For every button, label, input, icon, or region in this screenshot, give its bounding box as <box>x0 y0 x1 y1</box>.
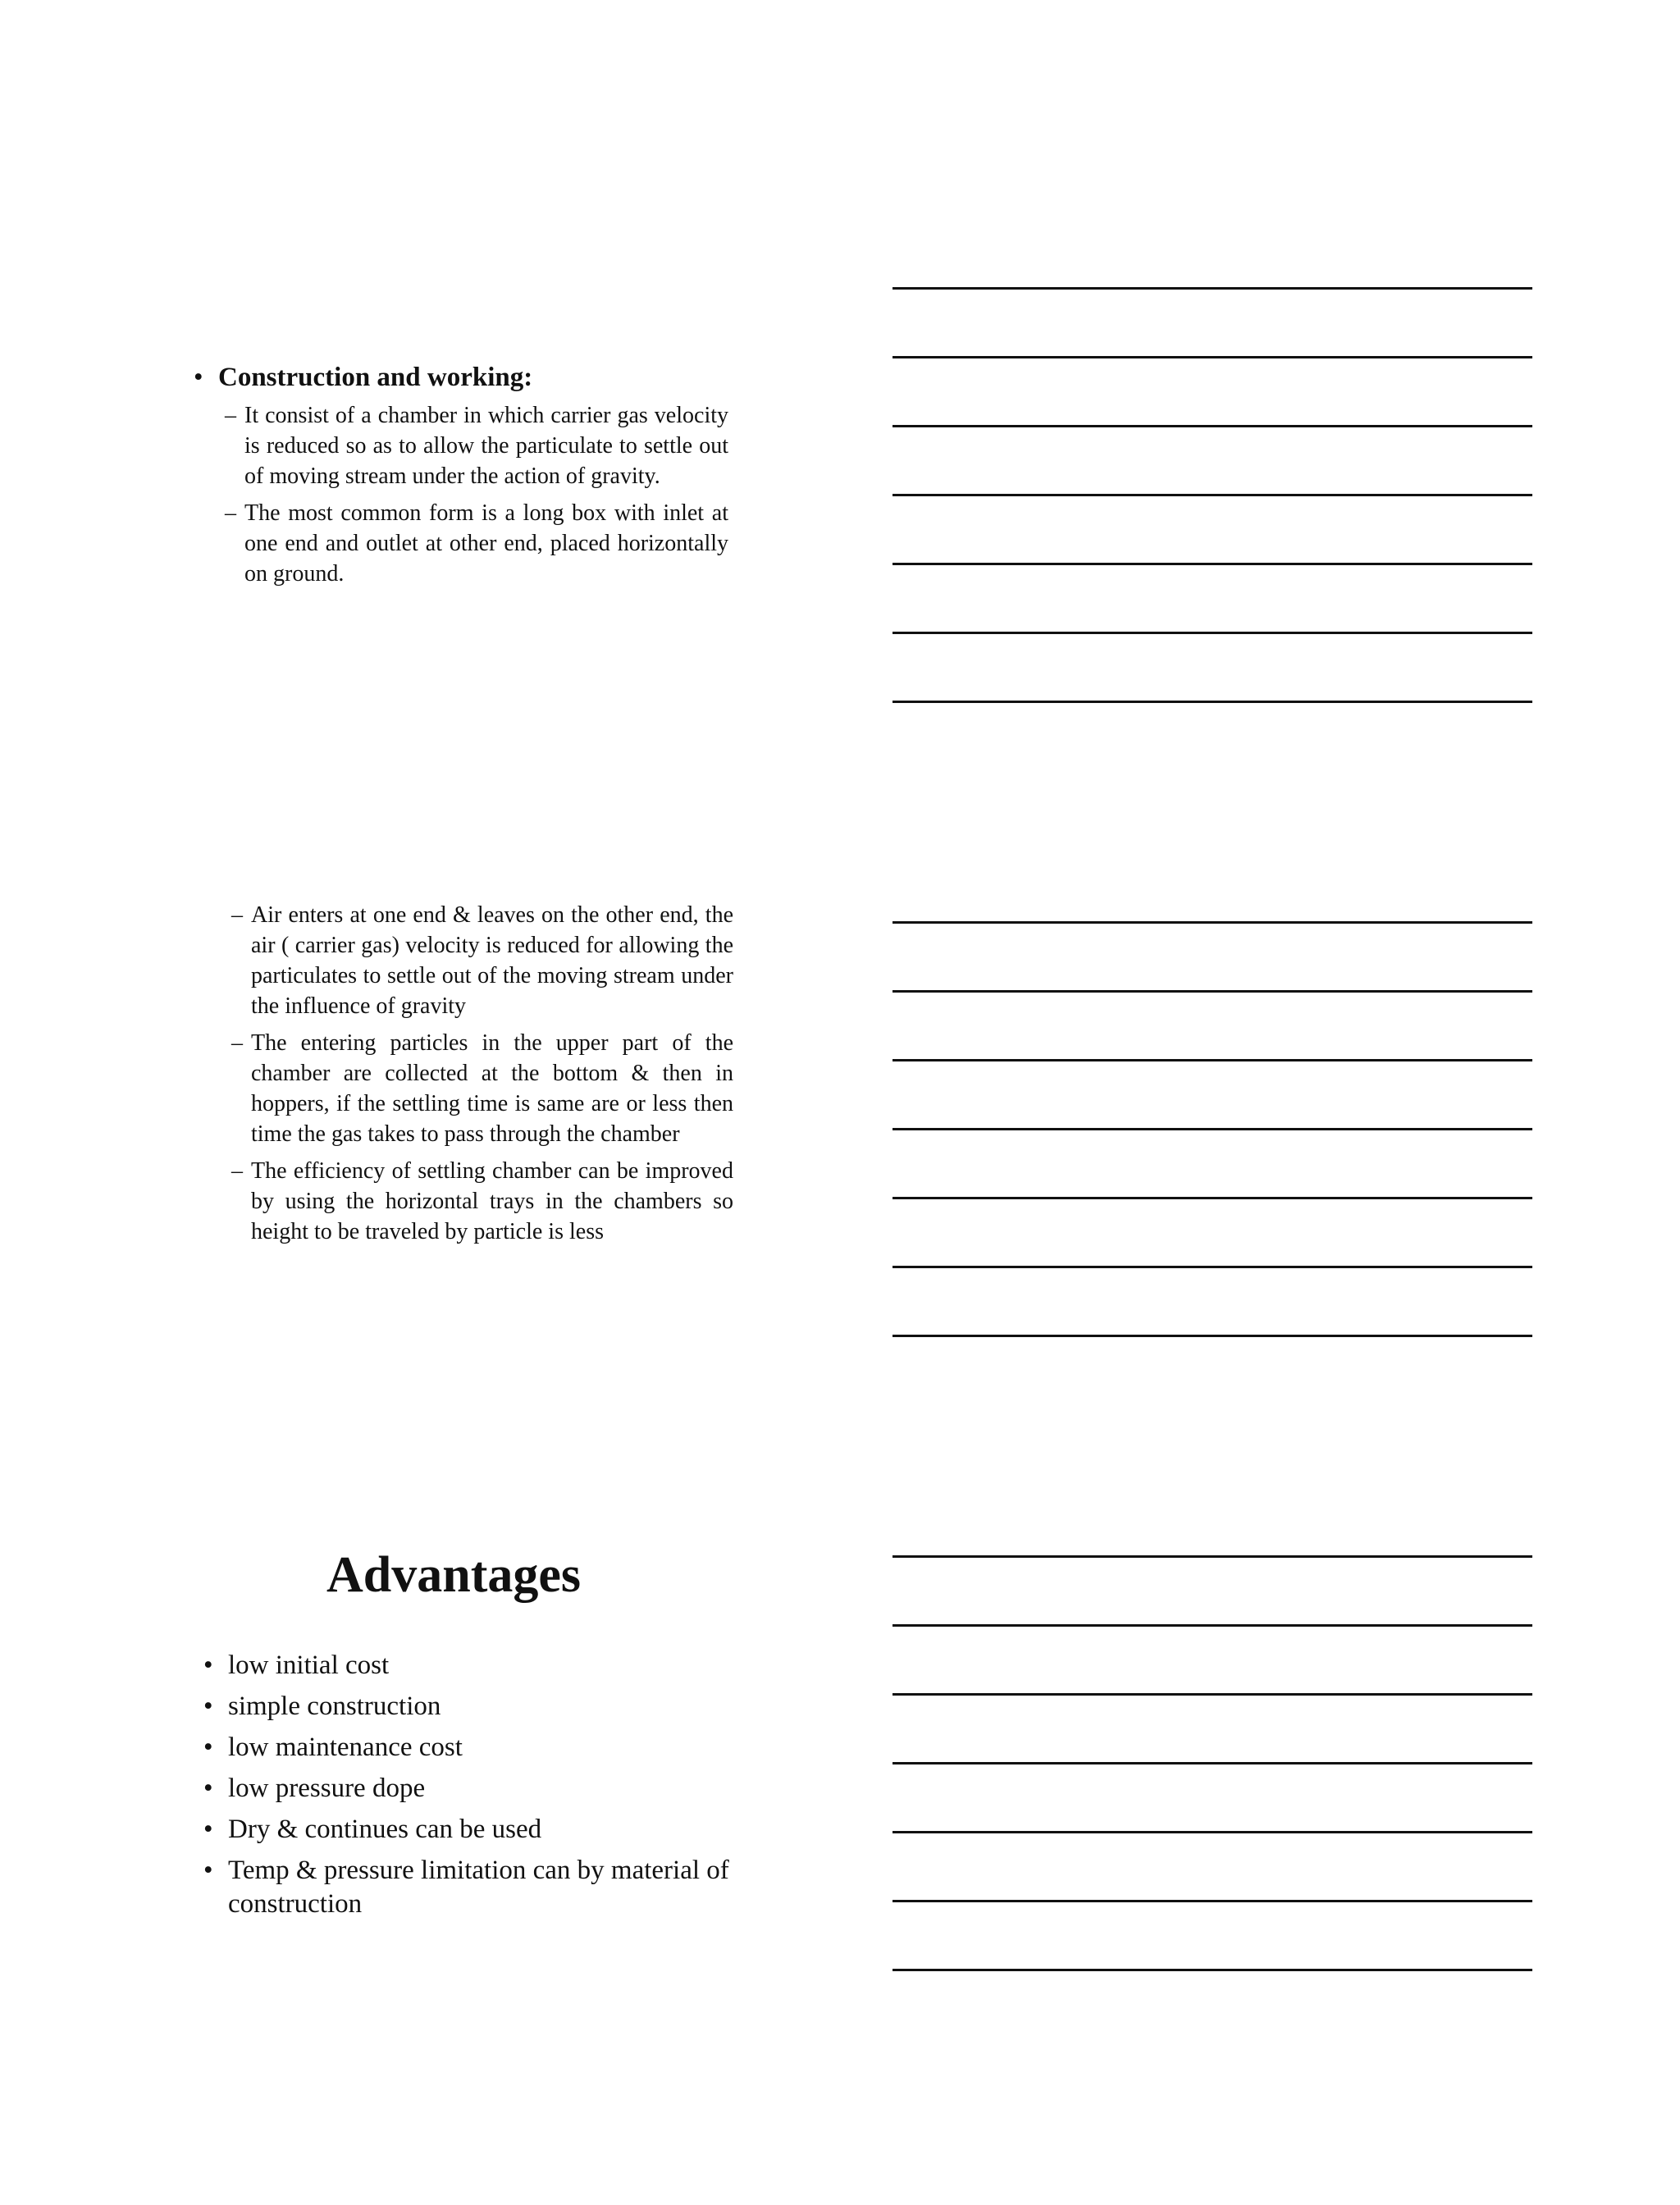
slide-heading: • Construction and working: <box>194 361 820 394</box>
list-item: • low maintenance cost <box>203 1731 761 1764</box>
dash-marker: – <box>231 1158 243 1184</box>
note-line <box>892 990 1532 993</box>
note-line <box>892 921 1532 924</box>
slide-construction-and-working <box>0 361 820 589</box>
sub-point <box>225 400 728 491</box>
note-line <box>892 563 1532 565</box>
note-line <box>892 701 1532 703</box>
sub-point <box>225 498 728 589</box>
sub-point-text: The most common form is a long box with inlet at one end and outlet at other end, placed horizontally on ground. <box>244 500 728 587</box>
note-line <box>892 1969 1532 1971</box>
note-line <box>892 425 1532 427</box>
dash-marker: – <box>225 500 236 526</box>
note-line <box>892 1624 1532 1627</box>
note-line <box>892 1128 1532 1130</box>
note-line <box>892 1059 1532 1061</box>
note-line <box>892 1555 1532 1558</box>
note-line <box>892 1831 1532 1833</box>
note-line <box>892 1693 1532 1696</box>
sub-point <box>231 900 733 1021</box>
advantages-list <box>203 1649 761 1929</box>
sub-point-text: It consist of a chamber in which carrier gas velocity is reduced so as to allow the particulate to settle out of moving stream under the action of gravity. <box>244 403 728 489</box>
dash-marker: – <box>231 1030 243 1056</box>
sub-point <box>231 1156 733 1247</box>
note-line <box>892 1335 1532 1337</box>
sub-point-text: Air enters at one end & leaves on the other end, the air ( carrier gas) velocity is reduced for allowing the particulates to settle out of the moving stream under the influence of gravity <box>251 902 733 1019</box>
list-item: • low initial cost <box>203 1649 761 1682</box>
list-item: • Temp & pressure limitation can by material of construction <box>203 1854 761 1921</box>
note-line <box>892 1266 1532 1268</box>
slide-settling-chamber-operation <box>0 900 820 1247</box>
note-line <box>892 1762 1532 1764</box>
slide-title: Advantages <box>326 1547 582 1603</box>
note-line <box>892 494 1532 496</box>
note-line <box>892 356 1532 358</box>
sub-point-text: The efficiency of settling chamber can be improved by using the horizontal trays in the chambers so height to be traveled by particle is less <box>251 1158 733 1244</box>
list-item: • low pressure dope <box>203 1772 761 1806</box>
dash-marker: – <box>231 902 243 928</box>
note-line <box>892 1900 1532 1902</box>
sub-point-text: The entering particles in the upper part of the chamber are collected at the bottom & then in hoppers, if the settling time is same are or less then time the gas takes to pass through the chamber <box>251 1030 733 1147</box>
list-item: • Dry & continues can be used <box>203 1813 761 1847</box>
note-line <box>892 1197 1532 1199</box>
sub-point <box>231 1028 733 1149</box>
note-line <box>892 287 1532 290</box>
dash-marker: – <box>225 403 236 428</box>
list-item: • simple construction <box>203 1690 761 1723</box>
note-line <box>892 632 1532 634</box>
